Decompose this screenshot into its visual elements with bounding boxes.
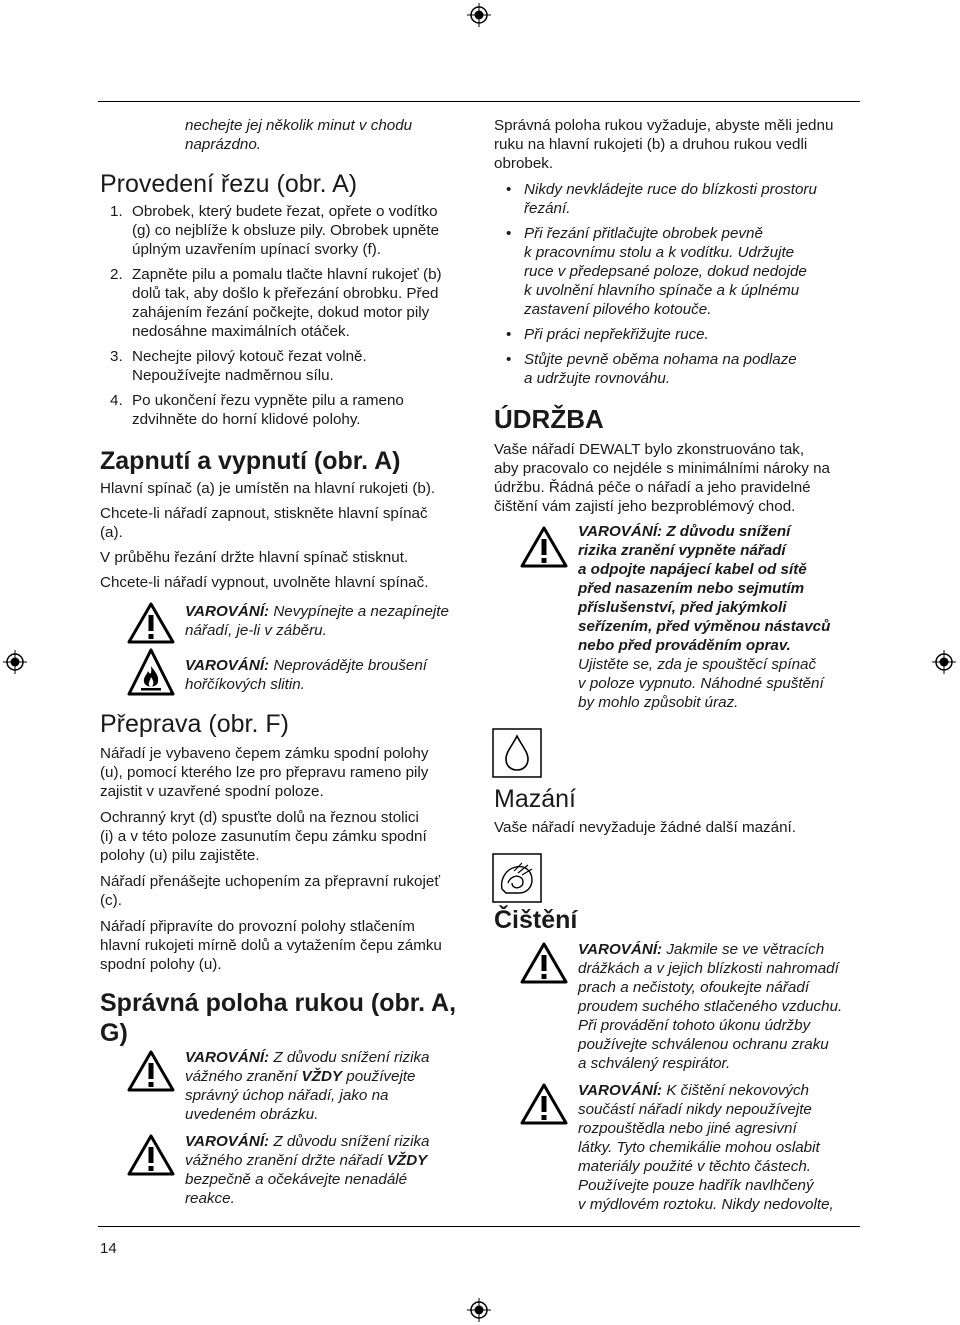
header-rule xyxy=(98,101,860,102)
warning-triangle-icon xyxy=(127,1134,175,1176)
heading-cut: Provedení řezu (obr. A) xyxy=(100,170,358,198)
heading-cleaning: Čištění xyxy=(494,906,578,934)
cleaning-cloth-icon xyxy=(492,853,542,903)
warning-triangle-icon xyxy=(127,1050,175,1092)
maintenance-text: Vaše nářadí DEWALT bylo zkonstruováno tak, aby pracovalo co nejdéle s minimálními nároky na údržbu. Řádná péče o nářadí a jeho pravidelné čištění vám zajistí jeho bezproblémový chod. xyxy=(494,441,830,515)
heading-maintenance: ÚDRŽBA xyxy=(494,404,604,434)
right-intro: Správná poloha rukou vyžaduje, abyste měli jednu ruku na hlavní rukojeti (b) a druhou rukou vedli obrobek. xyxy=(494,117,834,172)
warning-cleaning-solvents: VAROVÁNÍ: K čištění nekovových součástí nářadí nikdy nepoužívejte rozpouštědla nebo jiné agresivní látky. Tyto chemikálie mohou oslabit materiály použité v těchto částech. Používejte pouze hadřík navlhčený v mýdlovém roztoku. Nikdy nedovolte, xyxy=(520,1081,865,1216)
switch-text: Hlavní spínač (a) je umístěn na hlavní rukojeti (b). Chcete-li nářadí zapnout, stiskněte hlavní spínač (a). V průběhu řezání držte hlavní spínač stisknut. Chcete-li nářadí vypnout, uvolněte hlavní spínač. xyxy=(100,480,436,591)
step-2: 2. Zapněte pilu a pomalu tlačte hlavní rukojeť (b) dolů tak, aby došlo k přeřezání obrobku. Před zahájením řezání počkejte, dokud motor pily nedosáhne maximálních otáček. xyxy=(110,266,442,340)
hand-bullets xyxy=(494,180,864,388)
footer-rule xyxy=(98,1226,860,1227)
warning-hold-securely: VAROVÁNÍ: Z důvodu snížení rizika vážného zranění držte nářadí VŽDY bezpečně a očekávejte nenadálé reakce. xyxy=(127,1132,477,1212)
registration-mark-right xyxy=(932,650,956,674)
bullet-item: • Stůjte pevně oběma nohama na podlaze a udržujte rovnováhu. xyxy=(494,350,864,388)
lubrication-text: Vaše nářadí nevyžaduje žádné další mazání. xyxy=(494,819,796,836)
warning-no-switch-under-load: VAROVÁNÍ: Nevypínejte a nezapínejte nářadí, je-li v záběru. xyxy=(127,602,477,646)
cut-steps xyxy=(100,202,470,429)
step-3: 3. Nechejte pilový kotouč řezat volně. Nepoužívejte nadměrnou sílu. xyxy=(110,348,367,384)
warning-maintenance: VAROVÁNÍ: Z důvodu snížení rizika zranění vypněte nářadí a odpojte napájecí kabel od sítě před nasazením nebo sejmutím příslušenství, před jakýmkoli seřízením, před výměnou nástavců nebo před prováděním oprav. Ujistěte se, zda je spouštěcí spínač v poloze vypnuto. Náhodné spuštění by mohlo způsobit úraz. xyxy=(520,522,865,717)
left-intro xyxy=(185,116,465,154)
heading-hand: Správná poloha rukou (obr. A, G) xyxy=(100,989,457,1047)
step-4: 4. Po ukončení řezu vypněte pilu a rameno zdvihněte do horní klidové polohy. xyxy=(110,392,404,428)
warning-hand-grip: VAROVÁNÍ: Z důvodu snížení rizika vážného zranění VŽDY používejte správný úchop nářadí, jako na uvedeném obrázku. xyxy=(127,1048,477,1128)
warning-triangle-icon xyxy=(520,526,568,568)
fire-warning-triangle-icon xyxy=(127,648,175,696)
warning-triangle-icon xyxy=(520,942,568,984)
warning-no-magnesium: VAROVÁNÍ: Neprovádějte broušení hořčíkových slitin. xyxy=(127,648,477,698)
registration-mark-top xyxy=(467,3,491,27)
intro-line: nechejte jej několik minut v chodu xyxy=(185,117,413,134)
bullet-item: • Při řezání přitlačujte obrobek pevně k pracovnímu stolu a k vodítku. Udržujte ruce v předepsané poloze, dokud nedojde k uvolnění hlavního spínače a k úplnému zastavení pilového kotouče. xyxy=(494,224,864,319)
step-1: 1. Obrobek, který budete řezat, opřete o vodítko (g) co nejblíže k obsluze pily. Obrobek upněte úplným uzavřením upínací svorky (f). xyxy=(110,203,440,258)
intro-line: naprázdno. xyxy=(185,136,261,153)
heading-switch: Zapnutí a vypnutí (obr. A) xyxy=(100,447,401,475)
warning-triangle-icon xyxy=(520,1083,568,1125)
bullet-item: • Při práci nepřekřižujte ruce. xyxy=(494,325,864,344)
heading-transport: Přeprava (obr. F) xyxy=(100,710,289,738)
warning-cleaning-air: VAROVÁNÍ: Jakmile se ve větracích drážkách a v jejich blízkosti nahromadí prach a nečistoty, ofoukejte nářadí proudem suchého stlačeného vzduchu. Při provádění tohoto úkonu údržby používejte schválenou ochranu zraku a schválený respirátor. xyxy=(520,940,865,1075)
oil-drop-icon xyxy=(492,728,542,778)
registration-mark-bottom xyxy=(467,1298,491,1322)
transport-text: Nářadí je vybaveno čepem zámku spodní polohy (u), pomocí kterého lze pro přepravu rameno pily zajistit v uzavřené spodní poloze. Ochranný kryt (d) spusťte dolů na řeznou stolici (i) a v této poloze zasunutím čepu zámku spodní polohy (u) pilu zajistěte. Nářadí přenášejte uchopením za přepravní rukojeť (c). Nářadí připravíte do provozní polohy stlačením hlavní rukojeti mírně dolů a vytažením čepu zámku spodní polohy (u). xyxy=(100,745,442,973)
bullet-item: • Nikdy nevkládejte ruce do blízkosti prostoru řezání. xyxy=(494,180,864,218)
page-number: 14 xyxy=(100,1240,117,1257)
heading-lubrication: Mazání xyxy=(494,785,576,813)
registration-mark-left xyxy=(3,650,27,674)
warning-triangle-icon xyxy=(127,602,175,644)
